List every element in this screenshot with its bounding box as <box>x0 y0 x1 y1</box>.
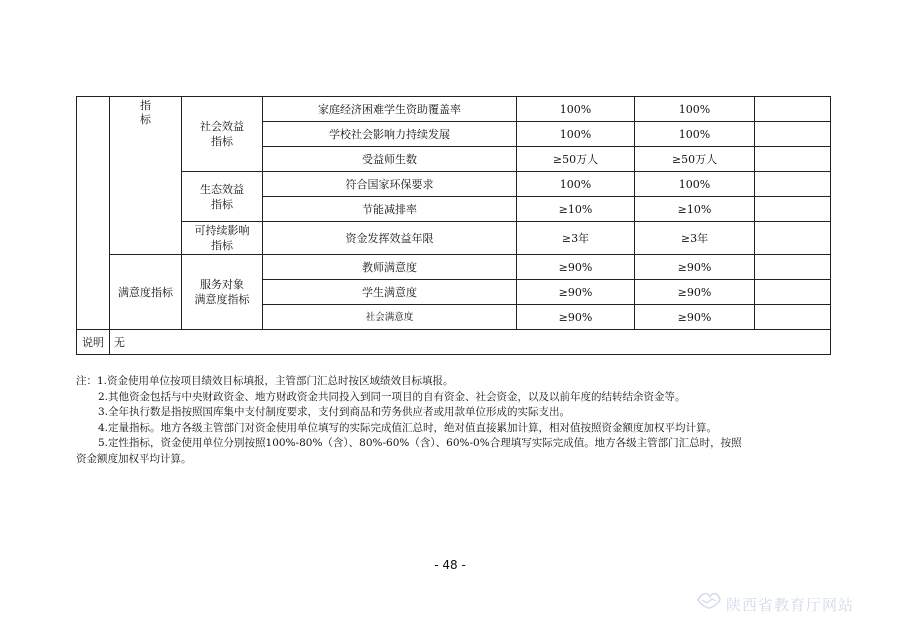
watermark-text: 陕西省教育厅网站 <box>726 596 855 614</box>
actual-value: ≥50万人 <box>635 147 755 172</box>
remark-cell <box>755 147 831 172</box>
sub-category-ecological-benefit: 生态效益 指标 <box>182 172 263 222</box>
remark-cell <box>755 172 831 197</box>
note-row-label: 说明 <box>77 330 110 355</box>
indicator-name: 节能减排率 <box>263 197 517 222</box>
note-row-value: 无 <box>110 330 831 355</box>
indicator-group-label: 指 标 <box>110 97 182 255</box>
target-value: 100% <box>517 97 635 122</box>
footnote-4: 4.定量指标。地方各级主管部门对资金使用单位填写的实际完成值汇总时，绝对值直接累加计算，相对值按照资金额度加权平均计算。 <box>98 421 718 434</box>
remark-cell <box>755 122 831 147</box>
footnotes <box>76 374 836 467</box>
indicator-name: 符合国家环保要求 <box>263 172 517 197</box>
footnote-5: 5.定性指标，资金使用单位分别按照100%-80%（含）、80%-60%（含）、60%-0%合理填写实际完成值。地方各级主管部门汇总时，按照 <box>98 437 742 449</box>
actual-value: ≥3年 <box>635 222 755 255</box>
indicator-name: 家庭经济困难学生资助覆盖率 <box>263 97 517 122</box>
indicator-name: 受益师生数 <box>263 147 517 172</box>
target-value: ≥3年 <box>517 222 635 255</box>
actual-value: ≥90% <box>635 305 755 330</box>
footnote-1: 注：1.资金使用单位按项目绩效目标填报，主管部门汇总时按区域绩效目标填报。 <box>76 375 454 387</box>
target-value: ≥90% <box>517 280 635 305</box>
indicator-name: 资金发挥效益年限 <box>263 222 517 255</box>
remark-cell <box>755 222 831 255</box>
satisfaction-group-label: 满意度指标 <box>110 255 182 330</box>
sub-category-social-benefit: 社会效益 指标 <box>182 97 263 172</box>
remark-cell <box>755 255 831 280</box>
remark-cell <box>755 197 831 222</box>
handshake-logo-icon <box>696 588 722 610</box>
target-value: ≥90% <box>517 255 635 280</box>
target-value: 100% <box>517 122 635 147</box>
footnote-3: 3.全年执行数是指按照国库集中支付制度要求，支付到商品和劳务供应者或用款单位形成的实际支出。 <box>98 406 571 418</box>
actual-value: ≥90% <box>635 255 755 280</box>
actual-value: ≥90% <box>635 280 755 305</box>
performance-indicator-table <box>76 96 831 355</box>
indicator-name: 教师满意度 <box>263 255 517 280</box>
footnote-2: 2.其他资金包括与中央财政资金、地方财政资金共同投入到同一项目的自有资金、社会资金，以及以前年度的结转结余资金等。 <box>98 390 686 403</box>
indicator-name: 社会满意度 <box>263 305 517 330</box>
indicator-name: 学校社会影响力持续发展 <box>263 122 517 147</box>
remark-cell <box>755 97 831 122</box>
target-value: ≥90% <box>517 305 635 330</box>
target-value: ≥10% <box>517 197 635 222</box>
actual-value: 100% <box>635 122 755 147</box>
remark-cell <box>755 280 831 305</box>
target-value: 100% <box>517 172 635 197</box>
sub-category-sustainable-impact: 可持续影响 指标 <box>182 222 263 255</box>
page-number: - 48 - <box>434 558 466 572</box>
indicator-name: 学生满意度 <box>263 280 517 305</box>
remark-cell <box>755 305 831 330</box>
actual-value: 100% <box>635 172 755 197</box>
target-value: ≥50万人 <box>517 147 635 172</box>
actual-value: 100% <box>635 97 755 122</box>
footnote-5-continued: 资金额度加权平均计算。 <box>76 452 192 465</box>
sub-category-service-satisfaction: 服务对象 满意度指标 <box>182 255 263 330</box>
actual-value: ≥10% <box>635 197 755 222</box>
outer-category-cell <box>77 97 110 330</box>
watermark <box>720 590 890 616</box>
